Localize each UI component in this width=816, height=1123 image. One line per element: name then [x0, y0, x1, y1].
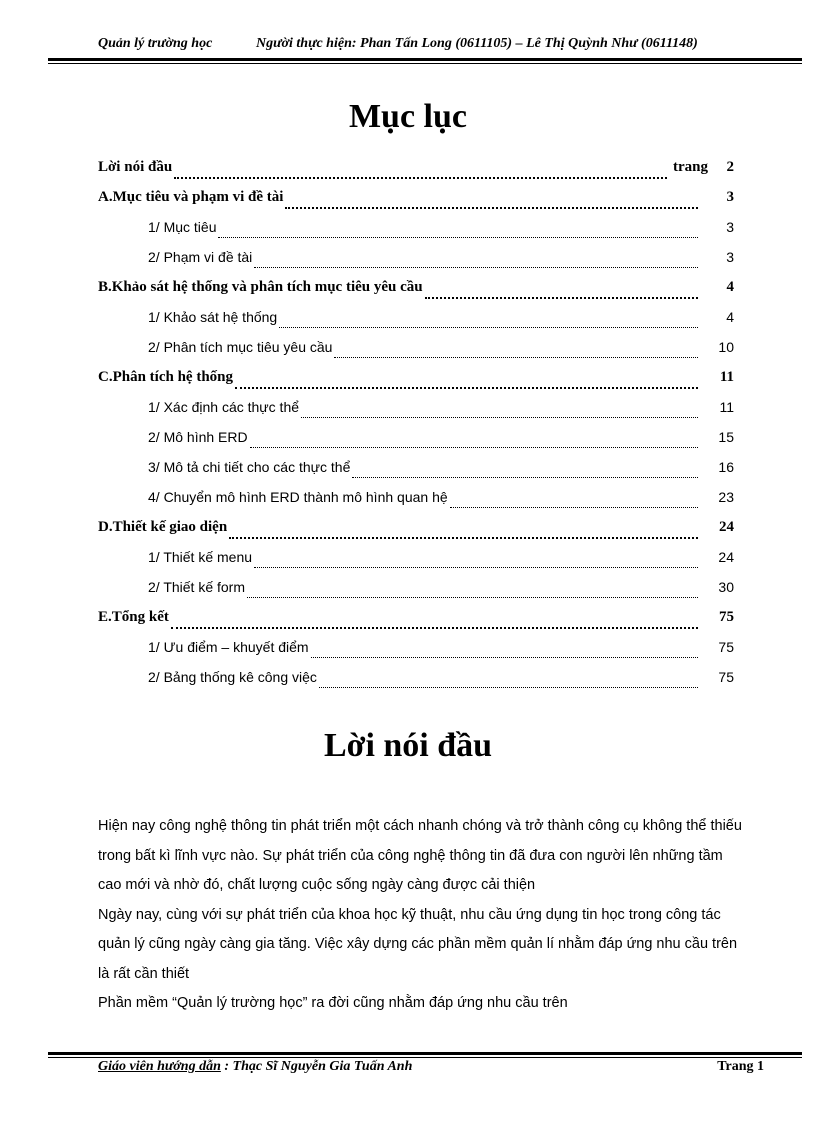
toc-page-number: 23	[718, 489, 734, 505]
toc-leader	[301, 399, 698, 418]
header-rule	[48, 58, 802, 61]
toc-entry-label: C.Phân tích hệ thống	[98, 369, 234, 385]
toc-leader	[279, 309, 698, 328]
toc-entry[interactable]	[98, 335, 738, 365]
toc-leader	[254, 549, 698, 568]
toc-page-number: 3	[726, 249, 734, 265]
toc-entry[interactable]	[98, 365, 738, 395]
toc-entry-label: Lời nói đầu	[98, 159, 173, 175]
intro-title: Lời nói đầu	[323, 727, 493, 764]
footer-separator: :	[220, 1059, 233, 1074]
toc-entry[interactable]	[98, 275, 738, 305]
toc-page-prefix: trang	[667, 159, 708, 176]
toc-leader	[450, 489, 698, 508]
toc-page-number: 75	[718, 669, 734, 685]
toc-entry-label: E.Tổng kết	[98, 609, 169, 625]
intro-paragraph: Phần mềm “Quản lý trường học” ra đời cũng nhằm đáp ứng nhu cầu trên	[98, 995, 568, 1011]
toc-leader	[235, 369, 698, 389]
toc-entry[interactable]	[98, 215, 738, 245]
page-footer	[98, 1059, 768, 1079]
toc-entry[interactable]	[98, 425, 738, 455]
toc-page-number: 24	[718, 549, 734, 565]
toc-leader	[425, 279, 698, 299]
toc-entry-label: A.Mục tiêu và phạm vi đề tài	[98, 189, 284, 205]
toc-page-number: 11	[719, 399, 734, 415]
toc-page-number: 4	[726, 279, 734, 295]
toc-page-number: 15	[718, 429, 734, 445]
toc-leader	[352, 459, 698, 478]
toc-page-number: 75	[719, 609, 734, 625]
toc-entry-label: 2/ Mô hình ERD	[148, 429, 248, 445]
toc-entry-label: 2/ Phạm vi đề tài	[148, 249, 253, 265]
toc-entry[interactable]	[98, 455, 738, 485]
toc-entry[interactable]	[98, 545, 738, 575]
footer-rule	[48, 1052, 802, 1055]
toc-entry[interactable]	[98, 605, 738, 635]
toc-page-number: 24	[719, 519, 734, 535]
intro-paragraph: Ngày nay, cùng với sự phát triển của khoa học kỹ thuật, nhu cầu ứng dụng tin học trong công tác quản lý cũng ngày càng gia tăng. Việc xây dựng các phần mềm quản lí nhằm đáp ứng nhu cầu trên là rất cần thiết	[98, 906, 738, 982]
toc-entry[interactable]	[98, 305, 738, 335]
toc-leader	[218, 219, 698, 238]
toc-entry-label: 2/ Phân tích mục tiêu yêu cầu	[148, 339, 333, 355]
toc-leader	[311, 639, 698, 658]
toc-page-number: 4	[726, 309, 734, 325]
toc-page-number: 30	[718, 579, 734, 595]
toc-entry[interactable]	[98, 575, 738, 605]
footer-teacher: Thạc Sĩ Nguyễn Gia Tuấn Anh	[232, 1059, 413, 1074]
toc-entry-label: B.Khảo sát hệ thống và phân tích mục tiêu yêu cầu	[98, 279, 423, 295]
toc-entry-label: 1/ Khảo sát hệ thống	[148, 309, 278, 325]
header-left: Quản lý trường học	[98, 36, 213, 51]
toc-leader	[229, 519, 698, 539]
toc-entry-label: 4/ Chuyển mô hình ERD thành mô hình quan hệ	[148, 489, 448, 505]
toc-leader	[171, 609, 698, 629]
toc-page-number: 11	[719, 369, 734, 385]
toc-leader	[174, 159, 667, 179]
toc-page-number: 75	[718, 639, 734, 655]
toc-entry-label: 3/ Mô tả chi tiết cho các thực thể	[148, 459, 351, 475]
footer-label: Giáo viên hướng dẫn	[98, 1059, 221, 1074]
toc-page-number: 16	[718, 459, 734, 475]
toc-leader	[285, 189, 698, 209]
toc-page-number: 2	[726, 159, 734, 175]
toc-entry[interactable]	[98, 185, 738, 215]
toc-title: Mục lục	[348, 98, 468, 135]
toc-entry[interactable]	[98, 395, 738, 425]
toc-entry[interactable]	[98, 635, 738, 665]
header-rule-thin	[48, 63, 802, 64]
toc-entry[interactable]	[98, 485, 738, 515]
toc-leader	[254, 249, 698, 268]
intro-body	[98, 812, 748, 1019]
toc-entry-label: D.Thiết kế giao diện	[98, 519, 228, 535]
footer-rule-thin	[48, 1057, 802, 1058]
toc-entry[interactable]	[98, 245, 738, 275]
toc-page-number: 10	[718, 339, 734, 355]
page-header	[98, 36, 778, 56]
intro-paragraph: Hiện nay công nghệ thông tin phát triển một cách nhanh chóng và trở thành công cụ không thể thiếu trong bất kì lĩnh vực nào. Sự phát triển của công nghệ thông tin đã đưa con người lên những tầm cao mới và nhờ đó, chất lượng cuộc sống ngày càng được cải thiện	[98, 818, 742, 893]
toc-leader	[319, 669, 698, 688]
header-right: Người thực hiện: Phan Tấn Long (0611105) – Lê Thị Quỳnh Như (0611148)	[256, 36, 698, 51]
toc-entry[interactable]	[98, 515, 738, 545]
toc-entry-label: 1/ Ưu điểm – khuyết điểm	[148, 639, 309, 655]
toc-entry-label: 1/ Mục tiêu	[148, 219, 217, 235]
toc-leader	[334, 339, 698, 358]
toc-leader	[250, 429, 698, 448]
toc-leader	[247, 579, 698, 598]
toc-entry[interactable]	[98, 155, 738, 185]
page-number: Trang 1	[717, 1059, 764, 1074]
toc-page-number: 3	[726, 189, 734, 205]
toc-entry-label: 1/ Thiết kế menu	[148, 549, 253, 565]
toc-entry[interactable]	[98, 665, 738, 695]
table-of-contents	[98, 155, 738, 695]
toc-page-number: 3	[726, 219, 734, 235]
toc-entry-label: 2/ Bảng thống kê công việc	[148, 669, 317, 685]
toc-entry-label: 2/ Thiết kế form	[148, 579, 246, 595]
toc-entry-label: 1/ Xác định các thực thể	[148, 399, 300, 415]
